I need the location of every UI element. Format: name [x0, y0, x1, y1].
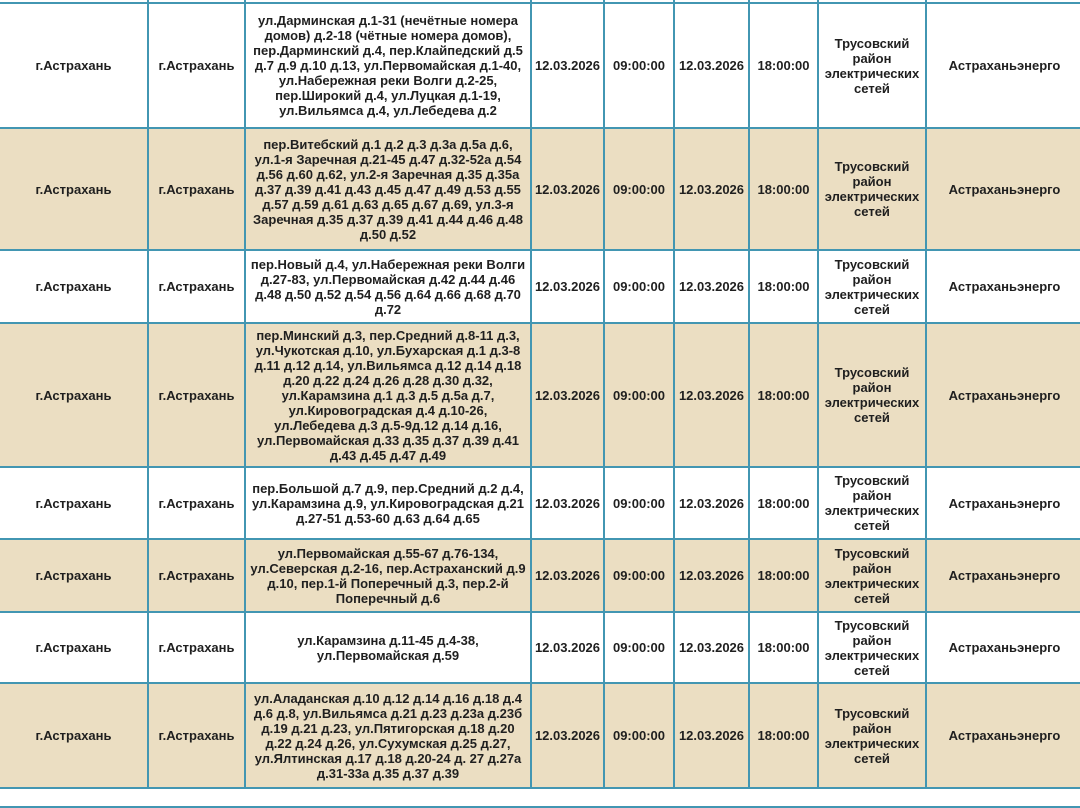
cell-settlement: г.Астрахань — [148, 683, 245, 788]
cell-start-time: 09:00:00 — [604, 3, 674, 128]
cell-settlement: г.Астрахань — [148, 467, 245, 539]
cell-settlement: г.Астрахань — [148, 539, 245, 612]
cell-start-date: 12.03.2026 — [531, 683, 604, 788]
cell-settlement: г.Астрахань — [148, 612, 245, 683]
cell-end-date: 12.03.2026 — [674, 467, 749, 539]
cell-network-org: Трусовский район электрических сетей — [818, 467, 926, 539]
cell-addresses: пер.Витебский д.1 д.2 д.3 д.3а д.5а д.6, ул.1-я Заречная д.21-45 д.47 д.32-52а д.54 д.56 д.60 д.62, ул.2-я Заречная д.35 д.35а д.37 д.39 д.41 д.43 д.45 д.47 д.49 д.53 д.55 д.57 д.59 д.61 д.63 д.65 д.67 д.69, ул.3-я Заречная д.35 д.37 д.39 д.41 д.44 д.46 д.48 д.50 д.52 — [245, 128, 531, 250]
cell-network-org: Трусовский район электрических сетей — [818, 323, 926, 467]
cell-end-date: 12.03.2026 — [674, 612, 749, 683]
cell-city: г.Астрахань — [0, 612, 148, 683]
cell-provider: Астраханьэнерго — [926, 128, 1080, 250]
table-row — [0, 128, 1080, 250]
cell-provider: Астраханьэнерго — [926, 539, 1080, 612]
cell-settlement: г.Астрахань — [148, 323, 245, 467]
cell-start-date: 12.03.2026 — [531, 467, 604, 539]
cell-end-date: 12.03.2026 — [674, 323, 749, 467]
cell-start-time: 09:00:00 — [604, 539, 674, 612]
cell-end-date: 12.03.2026 — [674, 539, 749, 612]
cell-start-date: 12.03.2026 — [531, 3, 604, 128]
cell-end-time: 18:00:00 — [749, 250, 818, 323]
cell-start-time: 09:00:00 — [604, 323, 674, 467]
cell-city: г.Астрахань — [0, 3, 148, 128]
cell-end-time: 18:00:00 — [749, 683, 818, 788]
cell-city: г.Астрахань — [0, 683, 148, 788]
cell-end-time: 18:00:00 — [749, 3, 818, 128]
cell-provider: Астраханьэнерго — [926, 323, 1080, 467]
cell-addresses: ул.Дарминская д.1-31 (нечётные номера домов) д.2-18 (чётные номера домов), пер.Дарминский д.4, пер.Клайпедский д.5 д.7 д.9 д.10 д.13, ул.Первомайская д.1-40, ул.Набережная реки Волги д.2-25, пер.Широкий д.4, ул.Луцкая д.1-19, ул.Вильямса д.4, ул.Лебедева д.2 — [245, 3, 531, 128]
cell-start-date: 12.03.2026 — [531, 539, 604, 612]
cell-settlement: г.Астрахань — [148, 250, 245, 323]
cell-network-org: Трусовский район электрических сетей — [818, 250, 926, 323]
cell-end-date: 12.03.2026 — [674, 683, 749, 788]
table-row — [0, 323, 1080, 467]
table-row — [0, 3, 1080, 128]
cell-city: г.Астрахань — [0, 128, 148, 250]
cell-settlement: г.Астрахань — [148, 128, 245, 250]
cell-start-time: 09:00:00 — [604, 128, 674, 250]
cell-end-date: 12.03.2026 — [674, 3, 749, 128]
cell-end-time: 18:00:00 — [749, 539, 818, 612]
cell-end-time: 18:00:00 — [749, 467, 818, 539]
cell-start-date: 12.03.2026 — [531, 323, 604, 467]
cell-end-date: 12.03.2026 — [674, 128, 749, 250]
table-row — [0, 683, 1080, 788]
cell-city: г.Астрахань — [0, 250, 148, 323]
cell-network-org: Трусовский район электрических сетей — [818, 128, 926, 250]
cell-network-org: Трусовский район электрических сетей — [818, 539, 926, 612]
cell-network-org: Трусовский район электрических сетей — [818, 3, 926, 128]
cell-provider: Астраханьэнерго — [926, 3, 1080, 128]
cell-start-time: 09:00:00 — [604, 467, 674, 539]
cell-city: г.Астрахань — [0, 539, 148, 612]
table-row — [0, 467, 1080, 539]
cell-provider: Астраханьэнерго — [926, 683, 1080, 788]
cell-network-org: Трусовский район электрических сетей — [818, 612, 926, 683]
table-row — [0, 612, 1080, 683]
cell-end-time: 18:00:00 — [749, 612, 818, 683]
cell-start-time: 09:00:00 — [604, 683, 674, 788]
cell-network-org: Трусовский район электрических сетей — [818, 683, 926, 788]
cell-addresses: ул.Аладанская д.10 д.12 д.14 д.16 д.18 д.4 д.6 д.8, ул.Вильямса д.21 д.23 д.23а д.23б д.19 д.21 д.23, ул.Пятигорская д.18 д.20 д.22 д.24 д.26, ул.Сухумская д.25 д.27, ул.Ялтинская д.17 д.18 д.20-24 д. 27 д.27а д.31-33а д.35 д.37 д.39 — [245, 683, 531, 788]
cell-provider: Астраханьэнерго — [926, 467, 1080, 539]
cell-addresses: пер.Большой д.7 д.9, пер.Средний д.2 д.4, ул.Карамзина д.9, ул.Кировоградская д.21 д.27-51 д.53-60 д.63 д.64 д.65 — [245, 467, 531, 539]
table-row — [0, 539, 1080, 612]
cell-start-date: 12.03.2026 — [531, 612, 604, 683]
cell-start-time: 09:00:00 — [604, 250, 674, 323]
cell-settlement: г.Астрахань — [148, 3, 245, 128]
cell-provider: Астраханьэнерго — [926, 250, 1080, 323]
cell-start-date: 12.03.2026 — [531, 128, 604, 250]
cell-end-time: 18:00:00 — [749, 128, 818, 250]
cell-addresses: пер.Минский д.3, пер.Средний д.8-11 д.3, ул.Чукотская д.10, ул.Бухарская д.1 д.3-8 д.11 д.12 д.14, ул.Вильямса д.12 д.14 д.18 д.20 д.22 д.24 д.26 д.28 д.30 д.32, ул.Карамзина д.1 д.3 д.5 д.5а д.7, ул.Кировоградская д.4 д.10-26, ул.Лебедева д.3 д.5-9д.12 д.14 д.16, ул.Первомайская д.33 д.35 д.37 д.39 д.41 д.43 д.45 д.47 д.49 — [245, 323, 531, 467]
cell-end-time: 18:00:00 — [749, 323, 818, 467]
cell-addresses: ул.Карамзина д.11-45 д.4-38, ул.Первомайская д.59 — [245, 612, 531, 683]
cell-end-date: 12.03.2026 — [674, 250, 749, 323]
cell-city: г.Астрахань — [0, 323, 148, 467]
cell-city: г.Астрахань — [0, 467, 148, 539]
table-row — [0, 250, 1080, 323]
cell-addresses: пер.Новый д.4, ул.Набережная реки Волги д.27-83, ул.Первомайская д.42 д.44 д.46 д.48 д.50 д.52 д.54 д.56 д.64 д.66 д.68 д.70 д.72 — [245, 250, 531, 323]
cell-start-time: 09:00:00 — [604, 612, 674, 683]
cell-provider: Астраханьэнерго — [926, 612, 1080, 683]
cell-start-date: 12.03.2026 — [531, 250, 604, 323]
cell-addresses: ул.Первомайская д.55-67 д.76-134, ул.Северская д.2-16, пер.Астраханский д.9 д.10, пер.1-й Поперечный д.3, пер.2-й Поперечный д.6 — [245, 539, 531, 612]
